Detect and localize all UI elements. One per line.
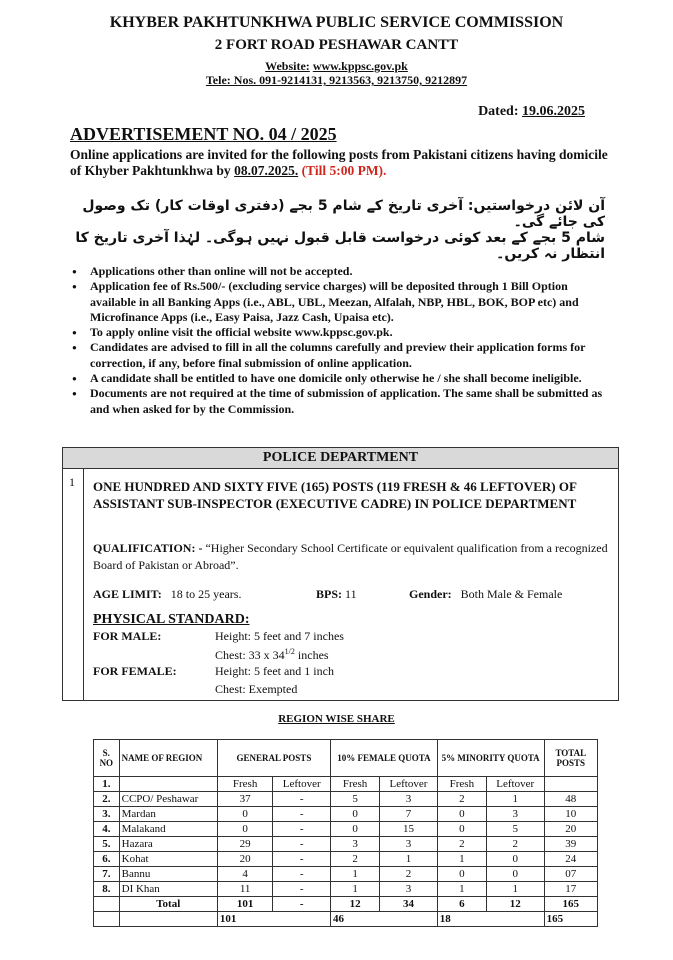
- table-row: [94, 822, 598, 837]
- table-cell: 0: [486, 867, 544, 882]
- table-cell: 2: [486, 837, 544, 852]
- table-row: [94, 807, 598, 822]
- col-region: NAME OF REGION: [119, 740, 217, 777]
- table-cell: 8.: [94, 882, 120, 897]
- physical-standard-heading: PHYSICAL STANDARD:: [93, 612, 250, 627]
- total-label: Total: [119, 897, 217, 912]
- male-chest: [215, 647, 329, 663]
- table-header-row: [94, 740, 598, 777]
- sub-header-leftover: Leftover: [486, 777, 544, 792]
- table-cell: 1: [331, 882, 380, 897]
- website-link[interactable]: www.kppsc.gov.pk: [312, 59, 408, 73]
- table-cell: 0: [217, 807, 273, 822]
- table-row: [94, 867, 598, 882]
- website-line: [0, 59, 673, 74]
- col-general-posts: GENERAL POSTS: [217, 740, 330, 777]
- intro-text: [70, 147, 610, 179]
- sub-header-leftover: Leftover: [273, 777, 331, 792]
- for-female-label: FOR FEMALE:: [93, 664, 177, 678]
- post-title: ONE HUNDRED AND SIXTY FIVE (165) POSTS (119 FRESH & 46 LEFTOVER) OF ASSISTANT SUB-INSPECTOR (EXECUTIVE CADRE) IN POLICE DEPARTMENT: [93, 479, 577, 511]
- grand-minority: 18: [437, 912, 544, 927]
- table-cell: 4: [217, 867, 273, 882]
- intro-body: Online applications are invited for the following posts from Pakistani citizens having domicile of Khyber Pakhtunkhwa by: [70, 147, 608, 178]
- table-cell: 15: [380, 822, 438, 837]
- table-cell: -: [273, 792, 331, 807]
- bps-label: BPS:: [316, 587, 343, 601]
- table-cell: 2: [437, 837, 486, 852]
- table-cell: 6.: [94, 852, 120, 867]
- table-cell: 1: [486, 792, 544, 807]
- region-name: Hazara: [119, 837, 217, 852]
- table-cell: 1: [486, 882, 544, 897]
- table-cell: 07: [544, 867, 597, 882]
- male-chest-fraction: 1/2: [284, 647, 295, 656]
- table-cell: 5.: [94, 837, 120, 852]
- female-chest: Chest: Exempted: [215, 682, 298, 696]
- col-minority-quota: 5% MINORITY QUOTA: [437, 740, 544, 777]
- bps: [316, 587, 357, 602]
- region-name: Malakand: [119, 822, 217, 837]
- total-minority-leftover: 12: [486, 897, 544, 912]
- table-cell: 0: [331, 822, 380, 837]
- table-cell: 3: [380, 837, 438, 852]
- sub-header-leftover: Leftover: [380, 777, 438, 792]
- police-department-heading: POLICE DEPARTMENT: [63, 448, 618, 469]
- male-chest-value: Chest: 33 x 34: [215, 648, 285, 662]
- table-cell: 4.: [94, 822, 120, 837]
- table-cell: 29: [217, 837, 273, 852]
- table-cell: 7: [380, 807, 438, 822]
- table-cell: 1: [331, 867, 380, 882]
- sub-header-fresh: Fresh: [331, 777, 380, 792]
- post-number-column: [63, 469, 84, 700]
- table-cell: -: [273, 882, 331, 897]
- instruction-item: ● Documents are not required at the time of submission of application. The same shall be submitted as and when asked for by the Commission.: [72, 386, 612, 417]
- table-cell: -: [273, 852, 331, 867]
- grand-total-row: [94, 912, 598, 927]
- table-cell: 5: [486, 822, 544, 837]
- org-address: 2 FORT ROAD PESHAWAR CANTT: [214, 37, 459, 53]
- col-female-quota: 10% FEMALE QUOTA: [331, 740, 438, 777]
- male-chest-unit: inches: [294, 648, 329, 662]
- table-cell: 39: [544, 837, 597, 852]
- website-label: Website:: [265, 59, 310, 73]
- table-cell: 2.: [94, 792, 120, 807]
- table-cell: 1: [437, 852, 486, 867]
- grand-female: 46: [331, 912, 438, 927]
- telephone-line: Tele: Nos. 091-9214131, 9213563, 9213750, 9212897: [205, 73, 468, 87]
- table-cell: 2: [437, 792, 486, 807]
- gender-label: Gender:: [409, 587, 452, 601]
- region-name: DI Khan: [119, 882, 217, 897]
- table-cell: 3: [380, 882, 438, 897]
- age-value: 18 to 25 years.: [170, 587, 242, 601]
- total-row: [94, 897, 598, 912]
- region-rows: [94, 792, 598, 897]
- table-cell: 7.: [94, 867, 120, 882]
- last-date: 08.07.2025.: [234, 163, 299, 178]
- gender: [409, 587, 562, 602]
- age-label: AGE LIMIT:: [93, 587, 162, 601]
- instruction-item: ● Applications other than online will not be accepted.: [72, 264, 612, 279]
- table-cell: 24: [544, 852, 597, 867]
- instruction-item: ● Candidates are advised to fill in all the columns carefully and preview their application forms for correction, if any, before final submission of online application.: [72, 340, 612, 371]
- table-row: [94, 852, 598, 867]
- sub-header-fresh: Fresh: [437, 777, 486, 792]
- sub-header-fresh: Fresh: [217, 777, 273, 792]
- table-cell: 0: [437, 822, 486, 837]
- gender-value: Both Male & Female: [460, 587, 563, 601]
- row-number: 1.: [94, 777, 120, 792]
- table-cell: 17: [544, 882, 597, 897]
- region-share-table: [93, 739, 598, 927]
- age-limit: [93, 587, 241, 602]
- table-cell: 3.: [94, 807, 120, 822]
- police-department-box: [62, 447, 619, 701]
- table-cell: -: [273, 837, 331, 852]
- table-cell: 0: [437, 867, 486, 882]
- table-cell: -: [273, 822, 331, 837]
- table-cell: 3: [331, 837, 380, 852]
- urdu-line-1: آن لائن درخواستیں: آخری تاریخ کے شام 5 بجے (دفتری اوقات کار) تک وصول کی جائے گی۔: [82, 198, 605, 230]
- total-minority-fresh: 6: [437, 897, 486, 912]
- table-cell: 5: [331, 792, 380, 807]
- instruction-item: ● To apply online visit the official website www.kppsc.gov.pk.: [72, 325, 612, 340]
- table-cell: [94, 912, 120, 927]
- grand-general: 101: [217, 912, 330, 927]
- table-cell: 1: [380, 852, 438, 867]
- table-subheader-row: [94, 777, 598, 792]
- table-cell: 0: [486, 852, 544, 867]
- region-name: Bannu: [119, 867, 217, 882]
- table-cell: 0: [331, 807, 380, 822]
- grand-total: 165: [544, 912, 597, 927]
- table-cell: 10: [544, 807, 597, 822]
- instructions-list: [72, 264, 612, 417]
- post-number: 1: [69, 475, 75, 489]
- total-female-fresh: 12: [331, 897, 380, 912]
- region-name: CCPO/ Peshawar: [119, 792, 217, 807]
- col-sno: S. NO: [94, 740, 120, 777]
- instruction-item: ● A candidate shall be entitled to have one domicile only otherwise he / she shall become ineligible.: [72, 371, 612, 386]
- qualification-label: QUALIFICATION: -: [93, 541, 203, 555]
- table-cell: 2: [331, 852, 380, 867]
- urdu-line-2: شام 5 بجے کے بعد کوئی درخواست قابل قبول نہیں ہوگی۔ لہٰذا آخری تاریخ کا انتظار نہ کریں۔: [75, 230, 605, 262]
- table-cell: [119, 777, 217, 792]
- org-name: KHYBER PAKHTUNKHWA PUBLIC SERVICE COMMISSION: [109, 14, 564, 31]
- table-cell: 48: [544, 792, 597, 807]
- total-general-leftover: -: [273, 897, 331, 912]
- female-height: Height: 5 feet and 1 inch: [215, 664, 334, 678]
- table-cell: 20: [544, 822, 597, 837]
- till-time: (Till 5:00 PM).: [301, 163, 387, 178]
- col-total-posts: TOTAL POSTS: [544, 740, 597, 777]
- region-wise-share-heading: REGION WISE SHARE: [278, 713, 395, 725]
- table-row: [94, 792, 598, 807]
- table-cell: [119, 912, 217, 927]
- table-cell: 0: [437, 807, 486, 822]
- dated-value: 19.06.2025: [522, 104, 585, 119]
- table-cell: -: [273, 807, 331, 822]
- table-cell: 3: [486, 807, 544, 822]
- male-height: Height: 5 feet and 7 inches: [215, 629, 344, 643]
- table-cell: 2: [380, 867, 438, 882]
- total-posts: 165: [544, 897, 597, 912]
- bps-value: 11: [345, 587, 357, 601]
- for-male-label: FOR MALE:: [93, 629, 162, 643]
- qualification-text: “Higher Secondary School Certificate or equivalent qualification from a recognized Board of Pakistan or Abroad”.: [93, 541, 608, 572]
- table-cell: 3: [380, 792, 438, 807]
- table-cell: -: [273, 867, 331, 882]
- table-cell: 37: [217, 792, 273, 807]
- table-cell: [94, 897, 120, 912]
- table-cell: 1: [437, 882, 486, 897]
- total-female-leftover: 34: [380, 897, 438, 912]
- dated-label: Dated:: [478, 104, 519, 119]
- table-cell: [544, 777, 597, 792]
- table-cell: 11: [217, 882, 273, 897]
- advertisement-number: ADVERTISEMENT NO. 04 / 2025: [70, 124, 337, 144]
- region-name: Mardan: [119, 807, 217, 822]
- table-cell: 20: [217, 852, 273, 867]
- region-name: Kohat: [119, 852, 217, 867]
- dated: [478, 104, 585, 120]
- instruction-item: ● Application fee of Rs.500/- (excluding service charges) will be deposited through 1 Bill Option available in all Banking Apps (i.e., ABL, UBL, Meezan, Alfalah, NBP, HBL, BOK, BOP etc) and Microfinance Apps (i.e., Easy Paisa, Jazz Cash, Upaisa etc).: [72, 279, 612, 325]
- table-row: [94, 837, 598, 852]
- table-row: [94, 882, 598, 897]
- total-general-fresh: 101: [217, 897, 273, 912]
- table-cell: 0: [217, 822, 273, 837]
- qualification: [93, 540, 613, 574]
